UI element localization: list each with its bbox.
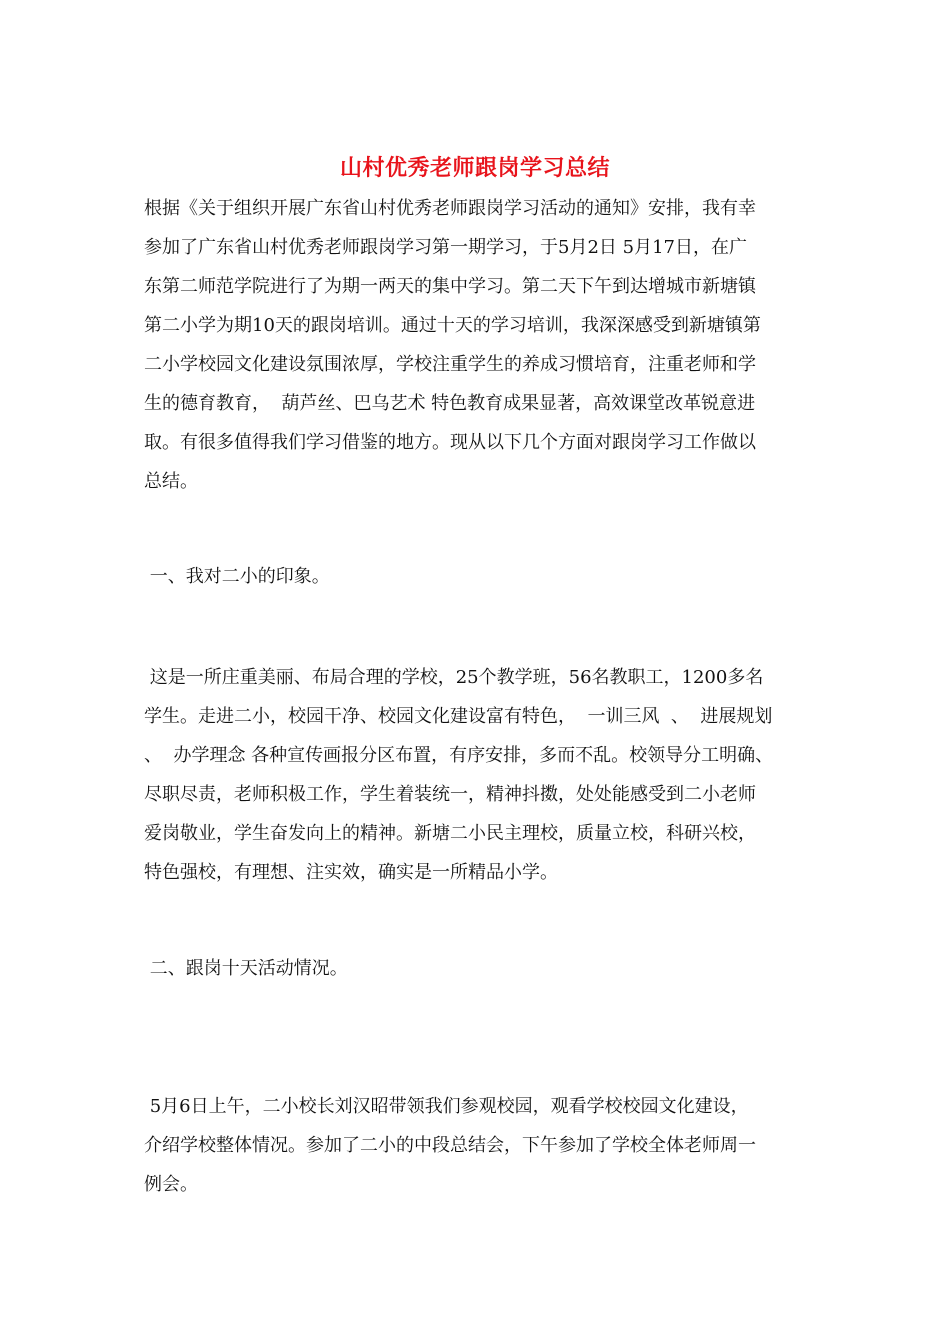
section1-line: 这是一所庄重美丽、布局合理的学校，25个教学班，56名教职工，1200多名 xyxy=(144,667,764,688)
intro-line: 取。有很多值得我们学习借鉴的地方。现从以下几个方面对跟岗学习工作做以 xyxy=(144,432,756,453)
section2-line: 例会。 xyxy=(144,1174,198,1195)
section1-line: 、 办学理念 各种宣传画报分区布置，有序安排，多而不乱。校领导分工明确、 xyxy=(144,745,774,766)
intro-line: 二小学校园文化建设氛围浓厚，学校注重学生的养成习惯培育，注重老师和学 xyxy=(144,354,756,375)
section-heading-2: 二、跟岗十天活动情况。 xyxy=(144,958,348,979)
intro-line: 第二小学为期10天的跟岗培训。通过十天的学习培训，我深深感受到新塘镇第 xyxy=(144,315,761,336)
section1-line: 尽职尽责，老师积极工作，学生着装统一，精神抖擞，处处能感受到二小老师 xyxy=(144,784,756,805)
intro-line: 生的德育教育， 葫芦丝、巴乌艺术 特色教育成果显著，高效课堂改革锐意进 xyxy=(144,393,756,414)
intro-line: 总结。 xyxy=(144,471,198,492)
section-heading-1: 一、我对二小的印象。 xyxy=(144,566,330,587)
section2-line: 5月6日上午，二小校长刘汉昭带领我们参观校园，观看学校校园文化建设， xyxy=(144,1096,749,1117)
document-title: 山村优秀老师跟岗学习总结 xyxy=(339,155,610,181)
intro-line: 根据《关于组织开展广东省山村优秀老师跟岗学习活动的通知》安排，我有幸 xyxy=(144,198,756,219)
section1-line: 学生。走进二小，校园干净、校园文化建设富有特色， 一训三风 、 进展规划 xyxy=(144,706,773,727)
section2-line: 介绍学校整体情况。参加了二小的中段总结会，下午参加了学校全体老师周一 xyxy=(144,1135,756,1156)
section1-line: 特色强校，有理想、注实效，确实是一所精品小学。 xyxy=(144,862,558,883)
intro-line: 参加了广东省山村优秀老师跟岗学习第一期学习，于5月2日 5月17日，在广 xyxy=(144,237,747,258)
section1-line: 爱岗敬业，学生奋发向上的精神。新塘二小民主理校，质量立校，科研兴校， xyxy=(144,823,756,844)
intro-line: 东第二师范学院进行了为期一两天的集中学习。第二天下午到达增城市新塘镇 xyxy=(144,276,756,297)
